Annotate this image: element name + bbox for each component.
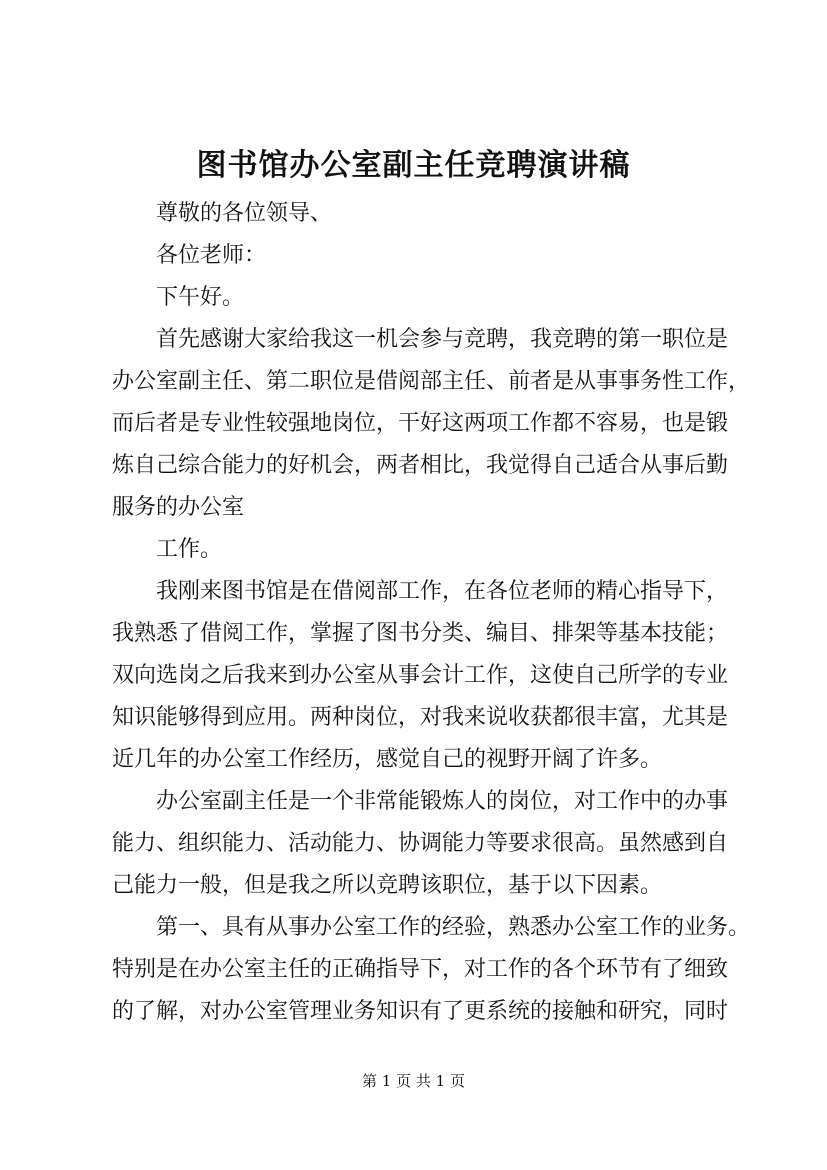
body-line: 近几年的办公室工作经历，感觉自己的视野开阔了许多。 [112,747,663,772]
body-line: 服务的办公室 [112,495,245,520]
body-line: 己能力一般，但是我之所以竞聘该职位，基于以下因素。 [112,873,663,898]
body-line: 办公室副主任、第二职位是借阅部主任、前者是从事事务性工作， [112,369,751,394]
document-body [112,193,751,1033]
body-line: 各位老师： [156,243,267,268]
body-line: 我熟悉了借阅工作，掌握了图书分类、编目、排架等基本技能； [112,621,729,646]
body-line: 尊敬的各位领导、 [156,201,333,226]
body-line: 知识能够得到应用。两种岗位，对我来说收获都很丰富，尤其是 [112,705,729,730]
body-line: 下午好。 [156,285,245,310]
body-line: 双向选岗之后我来到办公室从事会计工作，这使自己所学的专业 [112,663,729,688]
body-line: 第一、具有从事办公室工作的经验，熟悉办公室工作的业务。 [156,915,751,940]
body-line: 的了解，对办公室管理业务知识有了更系统的接触和研究，同时 [112,999,729,1024]
document-title: 图书馆办公室副主任竞聘演讲稿 [196,148,631,183]
body-line: 能力、组织能力、活动能力、协调能力等要求很高。虽然感到自 [112,831,729,856]
body-line: 而后者是专业性较强地岗位，干好这两项工作都不容易，也是锻 [112,411,729,436]
body-line: 我刚来图书馆是在借阅部工作，在各位老师的精心指导下， [156,579,729,604]
body-line: 特别是在办公室主任的正确指导下，对工作的各个环节有了细致 [112,957,729,982]
body-line: 工作。 [156,537,223,562]
page-footer: 第 1 页 共 1 页 [362,1072,465,1090]
body-line: 首先感谢大家给我这一机会参与竞聘，我竞聘的第一职位是 [156,327,729,352]
body-line: 炼自己综合能力的好机会，两者相比，我觉得自己适合从事后勤 [112,453,729,478]
body-line: 办公室副主任是一个非常能锻炼人的岗位，对工作中的办事 [156,789,729,814]
